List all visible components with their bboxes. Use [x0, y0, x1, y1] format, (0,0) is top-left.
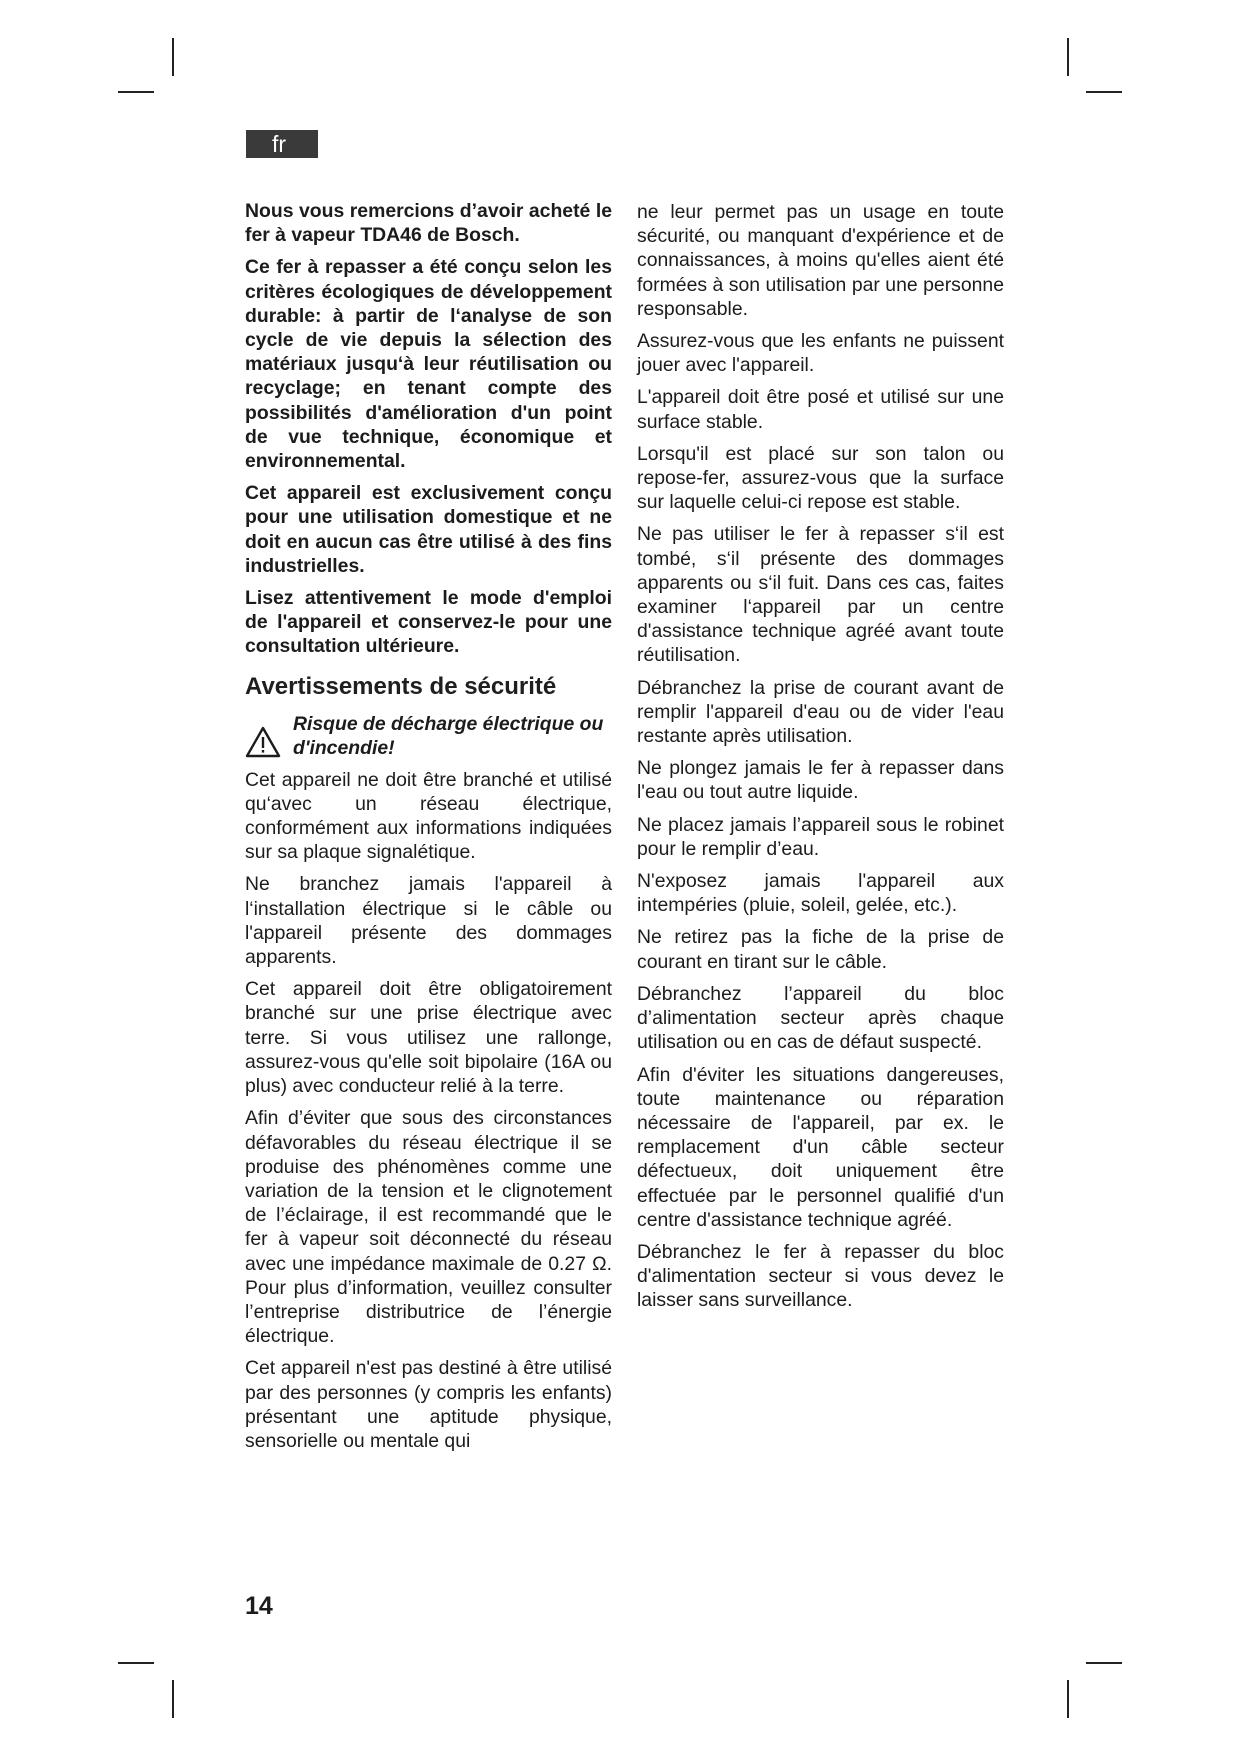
- right-column: [637, 200, 1004, 1321]
- page-number: 14: [245, 1592, 273, 1620]
- crop-mark: [1086, 1662, 1122, 1664]
- safety-paragraph: Cet appareil ne doit être branché et utilisé qu‘avec un réseau électrique, conformément aux informations indiquées sur sa plaque signalétique.: [245, 768, 612, 864]
- safety-paragraph: Cet appareil doit être obligatoirement branché sur une prise électrique avec terre. Si vous utilisez une rallonge, assurez-vous qu'elle soit bipolaire (16A ou plus) avec conducteur relié à la terre.: [245, 978, 612, 1098]
- crop-mark: [118, 1662, 154, 1664]
- safety-paragraph: Cet appareil n'est pas destiné à être utilisé par des personnes (y compris les enfants) présentant une aptitude physique, sensorielle ou mentale qui: [245, 1357, 612, 1452]
- safety-paragraph: Débranchez l’appareil du bloc d’alimentation secteur après chaque utilisation ou en cas de défaut suspecté.: [637, 982, 1004, 1054]
- safety-paragraph: Débranchez le fer à repasser du bloc d'alimentation secteur si vous devez le laisser sans surveillance.: [637, 1240, 1004, 1312]
- safety-paragraph: L'appareil doit être posé et utilisé sur une surface stable.: [637, 386, 1004, 433]
- left-column: [245, 199, 612, 1461]
- safety-paragraph: Ne pas utiliser le fer à repasser s‘il est tombé, s‘il présente des dommages apparents ou s‘il fuit. Dans ces cas, faites examiner l‘appareil par un centre d'assistance technique agréé avant toute réutilisation.: [637, 523, 1004, 667]
- crop-mark: [172, 38, 174, 76]
- intro-read-manual: Lisez attentivement le mode d'emploi de l'appareil et conservez-le pour une consultation ultérieure.: [245, 587, 612, 658]
- crop-mark: [118, 91, 154, 93]
- crop-mark: [172, 1680, 174, 1718]
- section-title: Avertissements de sécurité: [245, 672, 557, 700]
- safety-paragraph: Ne placez jamais l’appareil sous le robinet pour le remplir d’eau.: [637, 813, 1004, 860]
- crop-mark: [1086, 91, 1122, 93]
- language-badge: fr: [246, 130, 318, 158]
- intro-thanks: Nous vous remercions d’avoir acheté le fer à vapeur TDA46 de Bosch.: [245, 200, 612, 247]
- safety-paragraph: Ne branchez jamais l'appareil à l‘installation électrique si le câble ou l'appareil présente des dommages apparents.: [245, 873, 612, 969]
- warning-text: Risque de décharge électrique ou d'incendie!: [293, 712, 604, 759]
- safety-paragraph: Débranchez la prise de courant avant de remplir l'appareil d'eau ou de vider l'eau restante après utilisation.: [637, 676, 1004, 748]
- safety-paragraph: ne leur permet pas un usage en toute sécurité, ou manquant d'expérience et de connaissances, à moins qu'elles aient été formées à son utilisation par une personne responsable.: [637, 201, 1004, 320]
- intro-domestic-use: Cet appareil est exclusivement conçu pour une utilisation domestique et ne doit en aucun cas être utilisé à des fins industrielles.: [245, 482, 612, 577]
- safety-paragraph: Ne retirez pas la fiche de la prise de courant en tirant sur le câble.: [637, 926, 1004, 973]
- warning-triangle-icon: [245, 726, 281, 758]
- crop-mark: [1067, 38, 1069, 76]
- safety-paragraph: N'exposez jamais l'appareil aux intempéries (pluie, soleil, gelée, etc.).: [637, 870, 1004, 917]
- safety-paragraph: Afin d'éviter les situations dangereuses, toute maintenance ou réparation nécessaire de l'appareil, par ex. le remplacement d'un câble secteur défectueux, doit uniquement être effectuée par le personnel qualifié d'un centre d'assistance technique agréé.: [637, 1063, 1004, 1231]
- safety-paragraph: Assurez-vous que les enfants ne puissent jouer avec l'appareil.: [637, 330, 1004, 377]
- intro-ecology: Ce fer à repasser a été conçu selon les critères écologiques de développement durable: à partir de l‘analyse de son cycle de vie depuis la sélection des matériaux jusqu‘à leur réutilisation ou recyclage; en tenant compte des possibilités d'amélioration d'un point de vue technique, économique et environnemental.: [245, 256, 612, 473]
- safety-paragraph: Ne plongez jamais le fer à repasser dans l'eau ou tout autre liquide.: [637, 757, 1004, 804]
- crop-mark: [1067, 1680, 1069, 1718]
- warning-box: [245, 712, 612, 760]
- safety-paragraph: Afin d’éviter que sous des circonstances défavorables du réseau électrique il se produise des phénomènes comme une variation de la tension et le clignotement de l’éclairage, il est recommandé que le fer à vapeur soit déconnecté du réseau avec une impédance maximale de 0.27 Ω. Pour plus d’information, veuillez consulter l’entreprise distributrice de l’énergie électrique.: [245, 1107, 612, 1348]
- safety-paragraph: Lorsqu'il est placé sur son talon ou repose-fer, assurez-vous que la surface sur laquelle celui-ci repose est stable.: [637, 442, 1004, 514]
